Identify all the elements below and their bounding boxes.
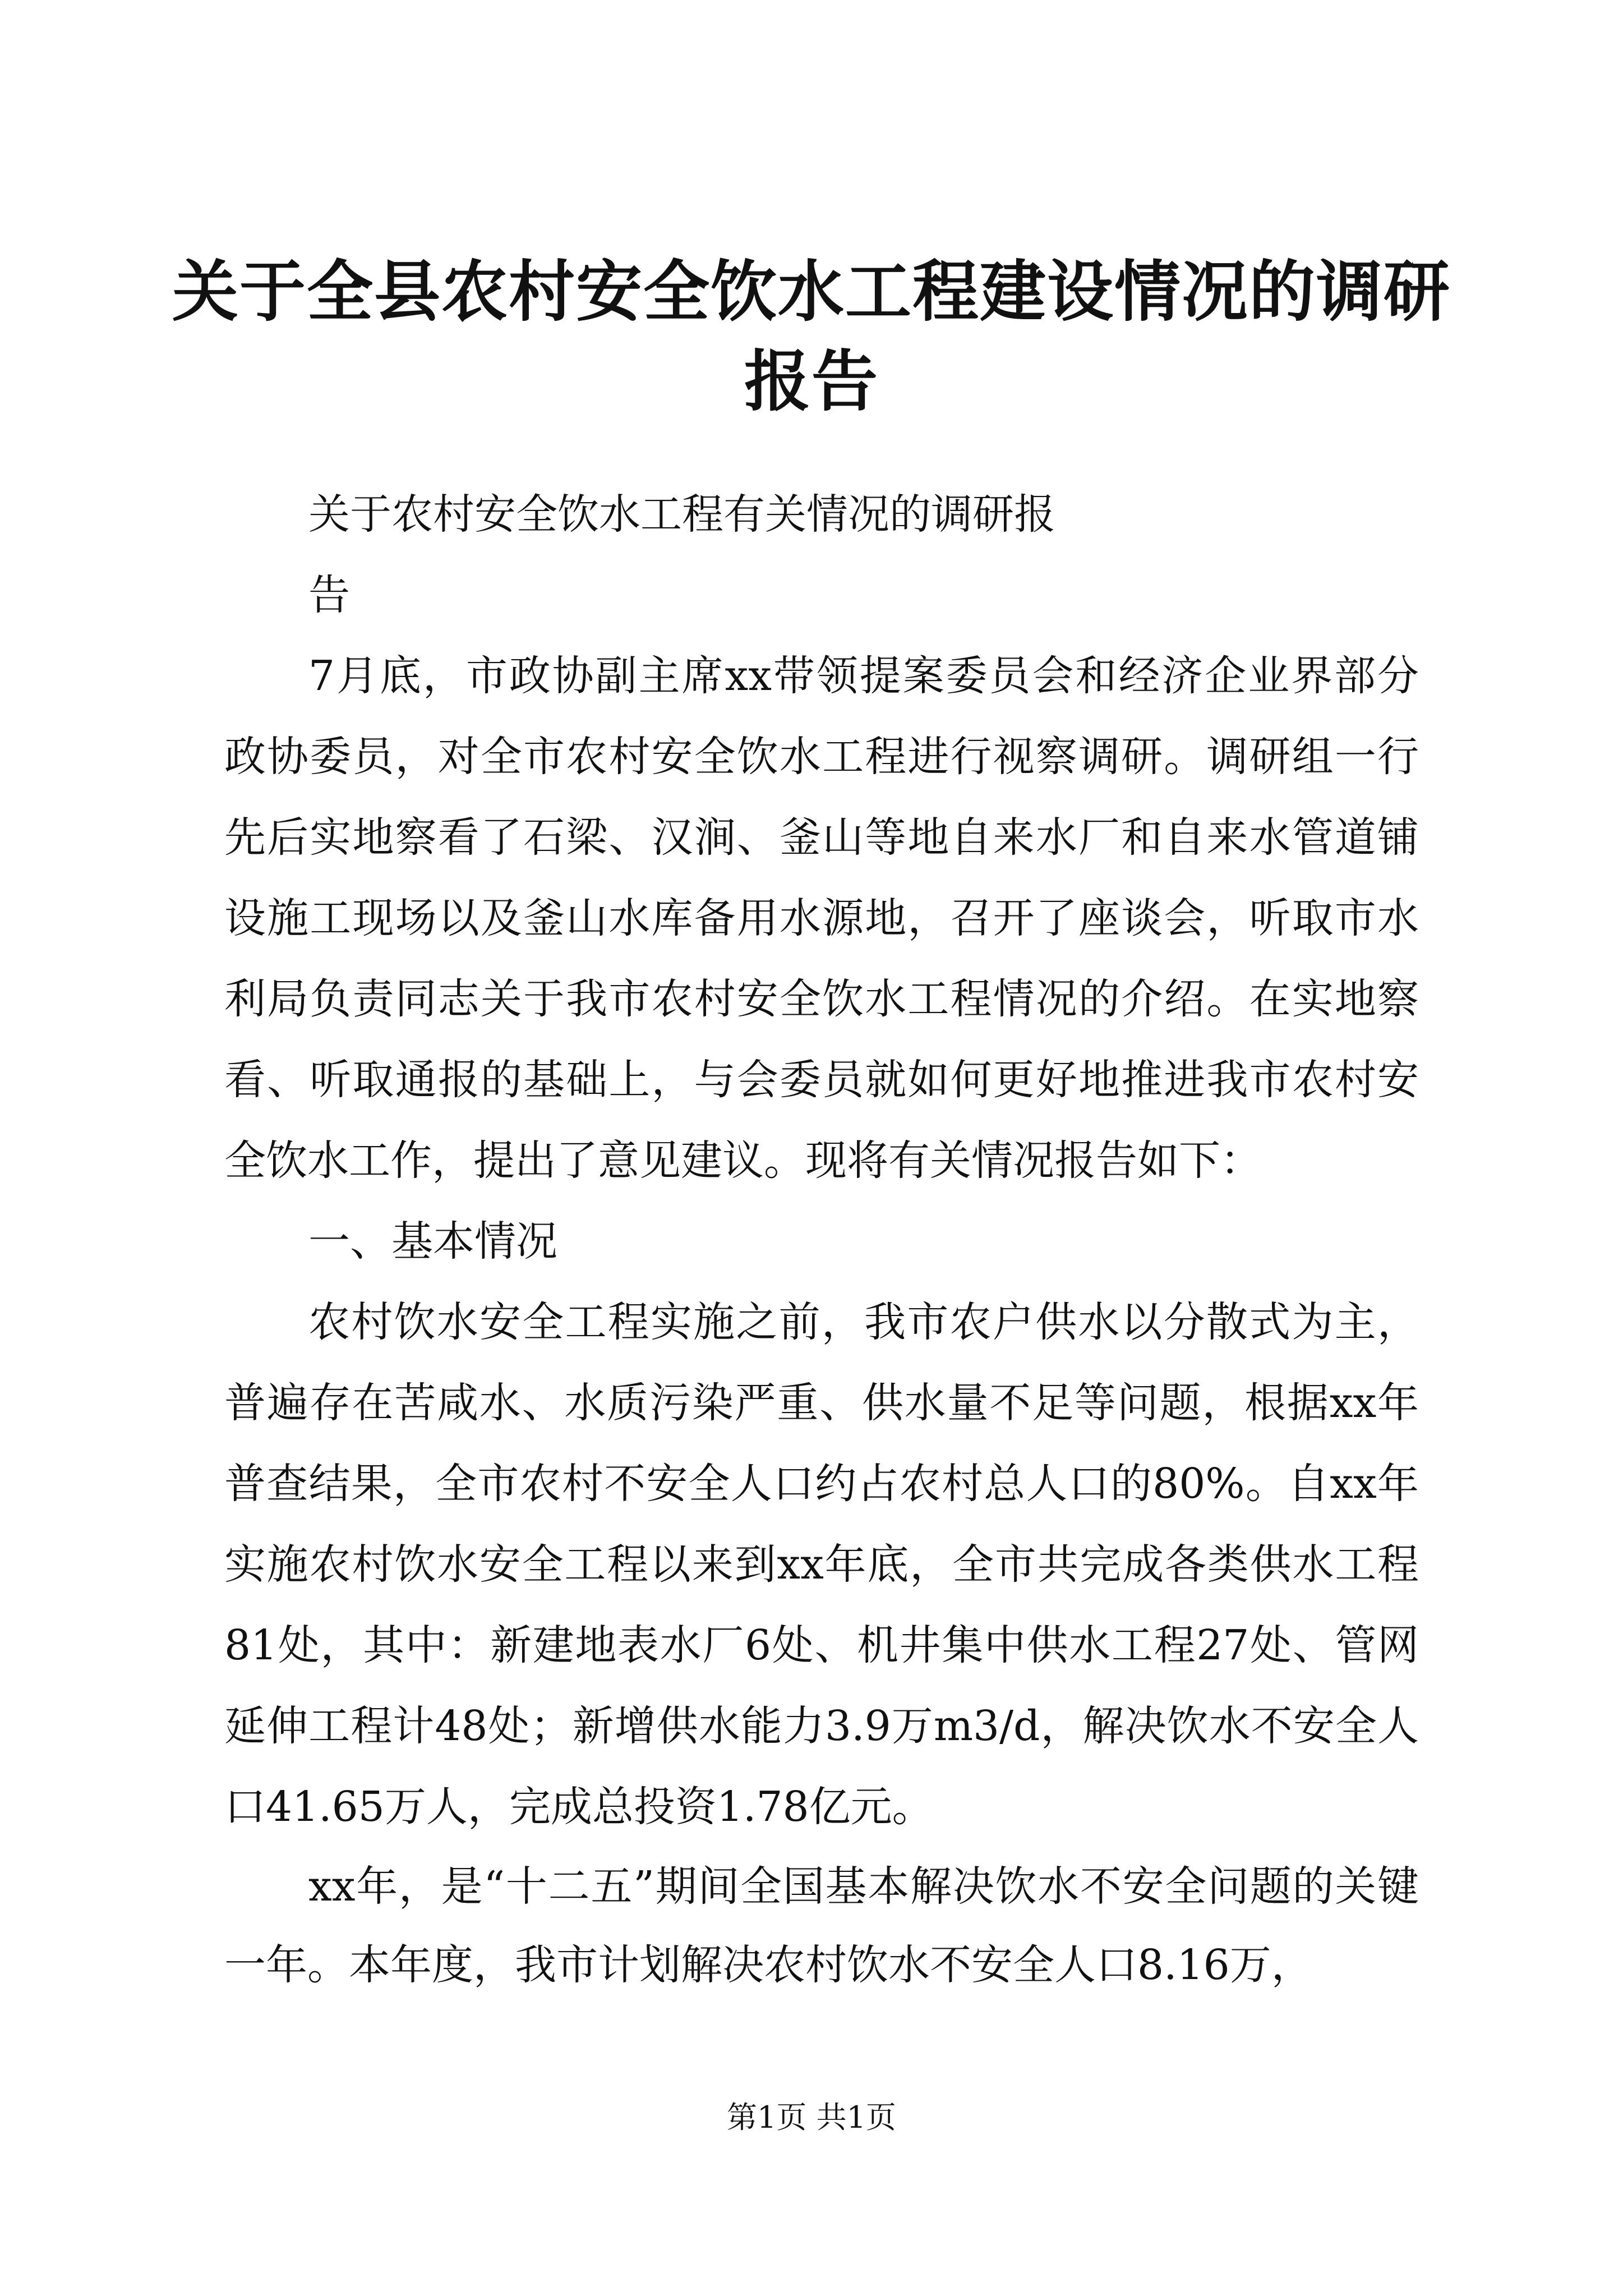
paragraph-key-year: xx年，是“十二五”期间全国基本解决饮水不安全问题的关键一年。本年度，我市计划解决农村饮水不安全人口8.16万， (224, 1862, 1419, 1989)
document-title: 关于全县农村安全饮水工程建设情况的调研报告 (172, 252, 1451, 420)
paragraph-intro: 7月底，市政协副主席xx带领提案委员会和经济企业界部分政协委员，对全市农村安全饮水工程进行视察调研。调研组一行先后实地察看了石梁、汉涧、釜山等地自来水厂和自来水管道铺设施工现场以及釜山水库备用水源地，召开了座谈会，听取市水利局负责同志关于我市农村安全饮水工程情况的介绍。在实地察看、听取通报的基础上，与会委员就如何更好地推进我市农村安全饮水工作，提出了意见建议。现将有关情况报告如下： (224, 652, 1419, 1185)
document-body (224, 474, 1419, 2004)
subtitle-line: 关于农村安全饮水工程有关情况的调研报 (308, 490, 1055, 539)
paragraph-basic-situation: 农村饮水安全工程实施之前，我市农户供水以分散式为主，普遍存在苦咸水、水质污染严重、供水量不足等问题，根据xx年普查结果，全市农村不安全人口约占农村总人口的80%。自xx年实施农村饮水安全工程以来到xx年底，全市共完成各类供水工程81处，其中：新建地表水厂6处、机井集中供水工程27处、管网延伸工程计48处；新增供水能力3.9万m3/d，解决饮水不安全人口41.65万人，完成总投资1.78亿元。 (224, 1298, 1419, 1831)
page-number-footer: 第1页 共1页 (727, 2100, 896, 2135)
subtitle-continuation: 告 (308, 571, 350, 619)
section-heading: 一、基本情况 (308, 1217, 557, 1266)
